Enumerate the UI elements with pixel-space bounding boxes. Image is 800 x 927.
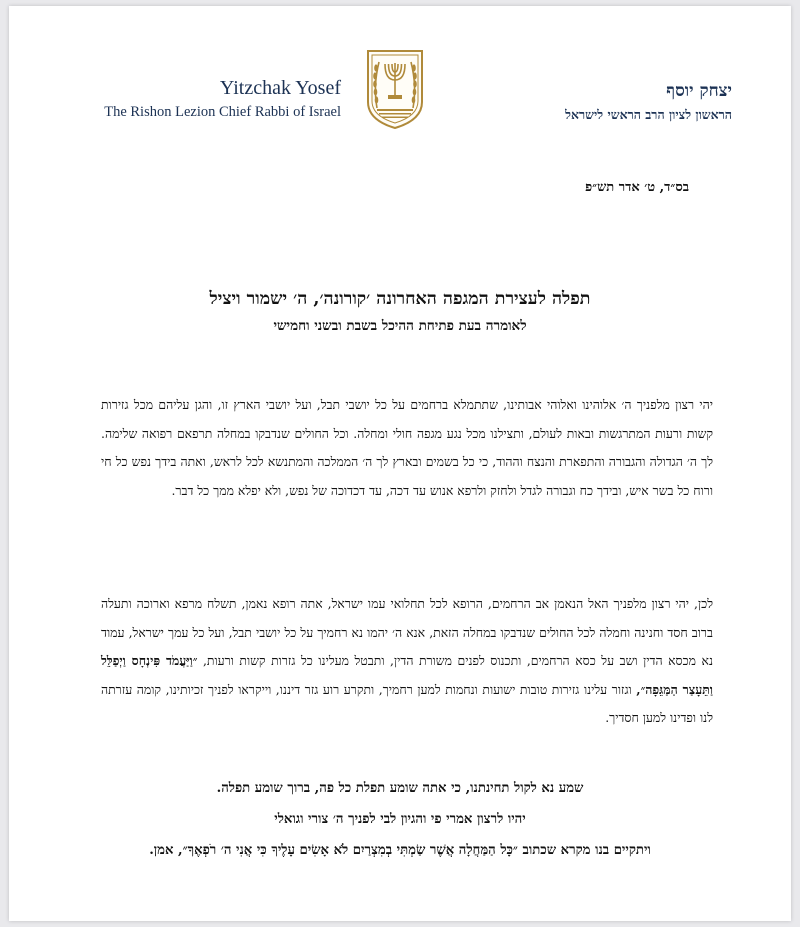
closing-line-1: שמע נא לקול תחינתנו, כי אתה שומע תפלת כל פה, ברוך שומע תפלה.: [216, 781, 584, 796]
paragraph-2-text-end: וגזור עלינו גזירות טובות ישועות ונחמות למען רחמיך, ותקרע רוע גזר דיננו, וייקראו לפניך זכיותינו, קומה עזרתה לנו ופדינו למען חסדיך.: [101, 681, 713, 725]
rabbi-title-hebrew: הראשון לציון הרב הראשי לישראל: [565, 107, 732, 122]
header-hebrew: [449, 80, 732, 125]
prayer-paragraph-1: יהי רצון מלפניך ה׳ אלוהינו ואלוהי אבותינו, שתתמלא ברחמים על כל יושבי תבל, ועל יושבי הארץ זו, והגן עליהם מכל גזירות קשות ורעות המתרגשות ובאות לעולם, ותצילנו מכל נגע מגפה חולי ומחלה. וכל החולים שנדבקו במחלה תרפאם רפואה שלימה. לך ה׳ הגדולה והגבורה והתפארת והנצח וההוד, כי כל בשמים ובארץ לך ה׳ הממלכה והמתנשא לכל לראש, ואתה בידך נפש כל חי ורוח כל בשר איש, ובידך כח וגבורה לגדל ולחזק ולרפא אנוש עד דכה, עד דכדוכה של נפש, ולא יפלא ממך כל דבר.: [101, 397, 713, 498]
closing-line-2: יהיו לרצון אמרי פי והגיון לבי לפניך ה׳ צורי וגואלי: [274, 812, 526, 827]
prayer-subtitle: לאומרה בעת פתיחת ההיכל בשבת ובשני וחמישי: [273, 318, 527, 334]
rabbi-name-english: Yitzchak Yosef: [219, 77, 341, 99]
prayer-title: תפלה לעצירת המגפה האחרונה ׳קורונה׳, ה׳ ישמור ויציל: [209, 289, 591, 309]
rabbi-name-hebrew: יצחק יוסף: [666, 81, 732, 101]
menorah-emblem-icon: [364, 48, 426, 130]
prayer-paragraph-2: [101, 590, 713, 733]
closing-line-3: ויתקיים בנו מקרא שכתוב ״כָּל הַמַּחֲלָה אֲשֶׁר שַׂמְתִּי בְמִצְרַיִם לֹא אָשִׂים עָלֶיךָ כִּי אֲנִי ה׳ רֹפְאֶךָ״, אמן.: [149, 843, 651, 858]
header-english: [9, 76, 341, 122]
paragraph-2-text-start: לכן, יהי רצון מלפניך האל הנאמן אב הרחמים, הרופא לכל תחלואי עמו ישראל, אתה רופא נאמן, תשלח מרפא וארוכה ותעלה ברוב חסד וחנינה וחמלה לכל החולים שנדבקו במחלה הזאת, אנא ה׳ יהמו נא רחמיך על כל יושבי תבל, ועל כל עמך ישראל, עמוד נא מכסא הדין ושב על כסא הרחמים, ותכנוס לפנים משורת הדין, ותבטל מעלינו כל גזרות קשות ורעות,: [101, 596, 713, 668]
rabbi-title-english: The Rishon Lezion Chief Rabbi of Israel: [104, 104, 341, 120]
pinchas-verse-quote: ״וַיַּעֲמֹד פִּינְחָס וַיְפַלֵּל וַתֵּעָצַר הַמַּגֵּפָה״,: [101, 653, 713, 697]
letter-page: [9, 6, 791, 921]
letter-date: בס״ד, ט׳ אדר תש״פ: [585, 180, 689, 195]
